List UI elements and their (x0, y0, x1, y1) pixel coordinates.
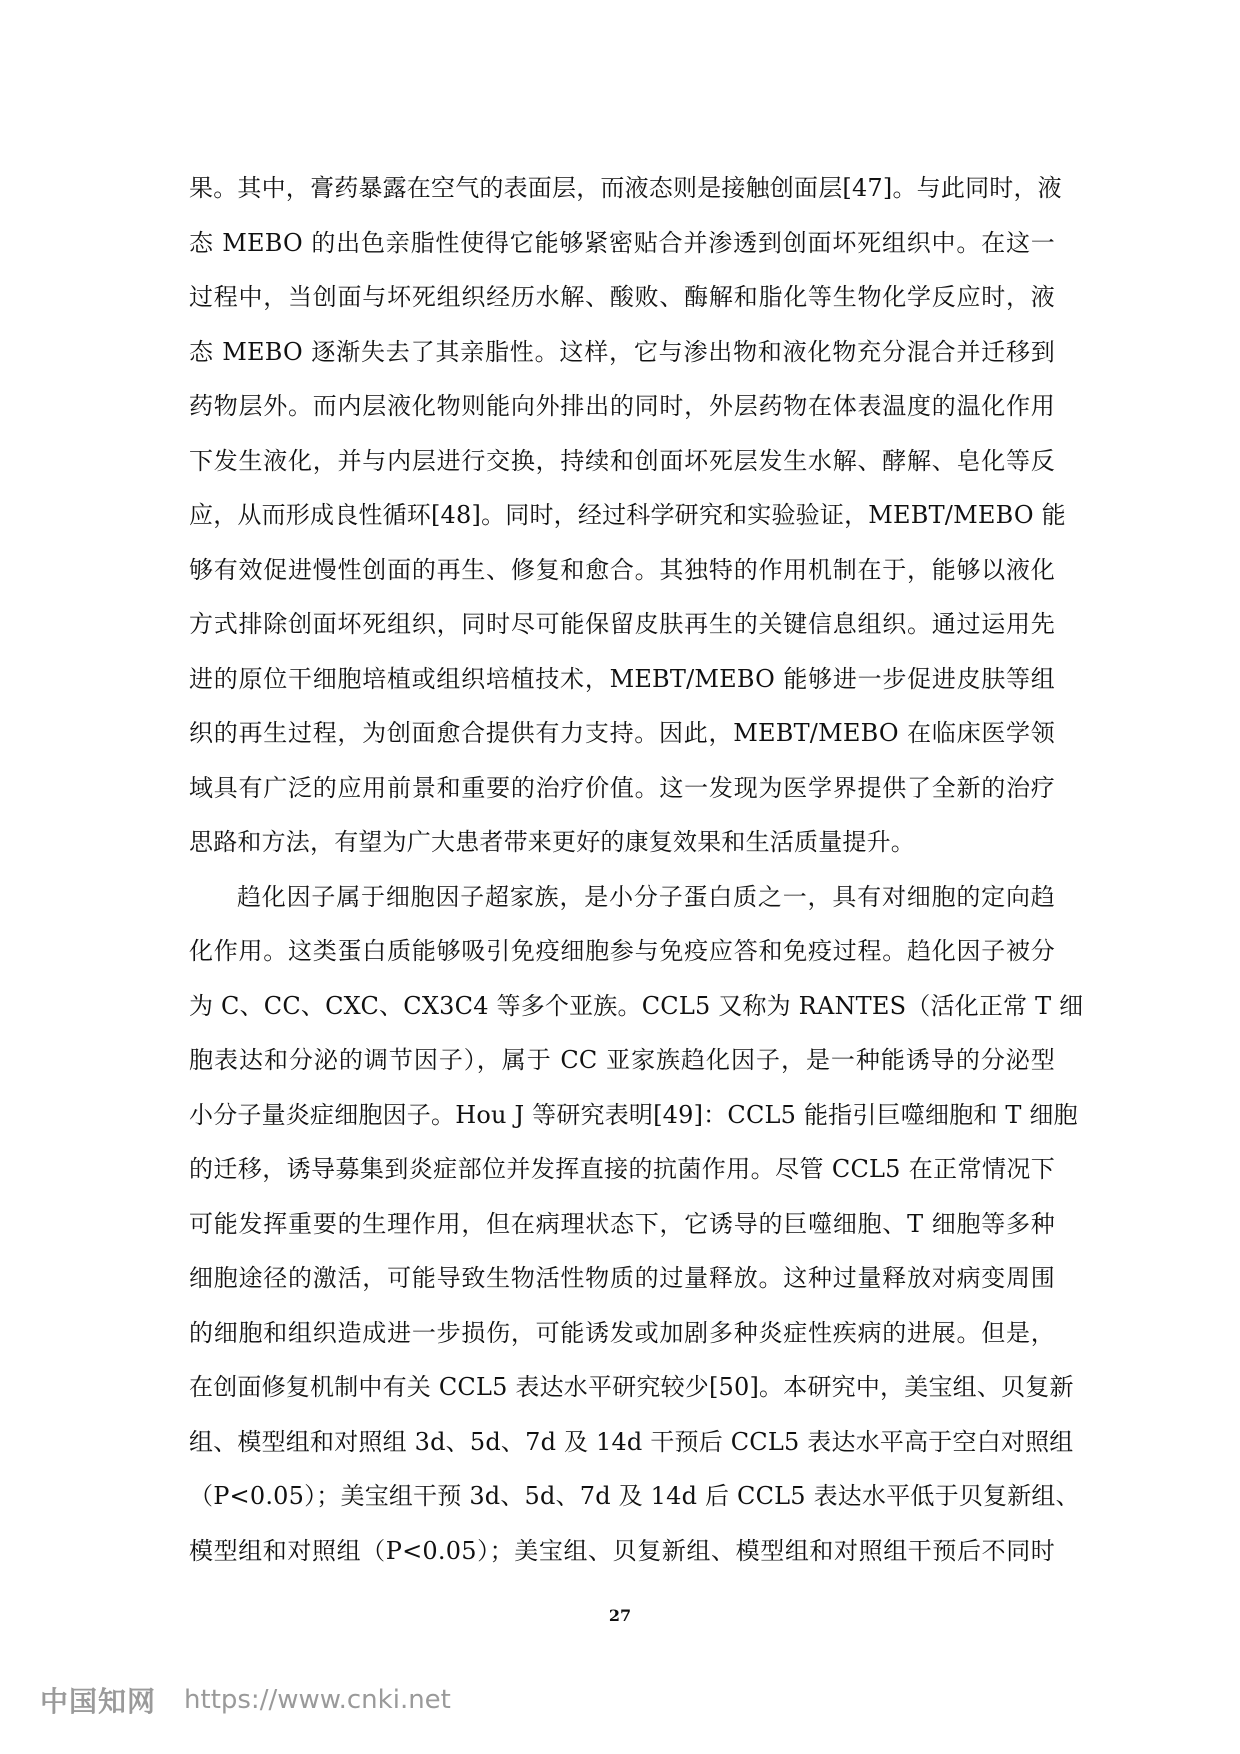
text-line: 域具有广泛的应用前景和重要的治疗价值。这一发现为医学界提供了全新的治疗 (189, 773, 1055, 802)
text-line: 药物层外。而内层液化物则能向外排出的同时，外层药物在体表温度的温化作用 (189, 392, 1055, 420)
text-line: 态 MEBO 的出色亲脂性使得它能够紧密贴合并渗透到创面坏死组织中。在这一 (189, 228, 1055, 257)
text-line: 在创面修复机制中有关 CCL5 表达水平研究较少[50]。本研究中，美宝组、贝复新 (189, 1373, 1074, 1401)
cnki-watermark (40, 1680, 451, 1720)
text-line: 过程中，当创面与坏死组织经历水解、酸败、酶解和脂化等生物化学反应时，液 (189, 283, 1055, 311)
text-line: 方式排除创面坏死组织，同时尽可能保留皮肤再生的关键信息组织。通过运用先 (189, 610, 1055, 638)
page-number: 27 (608, 1606, 632, 1625)
text-line: 应，从而形成良性循环[48]。同时，经过科学研究和实验验证，MEBT/MEBO 能 (189, 501, 1066, 529)
text-line: （P<0.05）；美宝组干预 3d、5d、7d 及 14d 后 CCL5 表达水平低于贝复新组、 (189, 1482, 1080, 1510)
text-line: 化作用。这类蛋白质能够吸引免疫细胞参与免疫应答和免疫过程。趋化因子被分 (189, 937, 1055, 965)
text-line: 的迁移，诱导募集到炎症部位并发挥直接的抗菌作用。尽管 CCL5 在正常情况下 (189, 1155, 1055, 1183)
text-line: 胞表达和分泌的调节因子），属于 CC 亚家族趋化因子，是一种能诱导的分泌型 (189, 1046, 1055, 1074)
text-line: 下发生液化，并与内层进行交换，持续和创面坏死层发生水解、酵解、皂化等反 (189, 446, 1055, 475)
text-line: 织的再生过程，为创面愈合提供有力支持。因此，MEBT/MEBO 在临床医学领 (189, 719, 1055, 747)
text-line: 思路和方法，有望为广大患者带来更好的康复效果和生活质量提升。 (189, 828, 915, 856)
text-line: 小分子量炎症细胞因子。Hou J 等研究表明[49]：CCL5 能指引巨噬细胞和 T 细胞 (189, 1100, 1078, 1129)
text-line: 为 C、CC、CXC、CX3C4 等多个亚族。CCL5 又称为 RANTES（活化正常 T 细 (189, 991, 1084, 1020)
text-line: 模型组和对照组（P<0.05）；美宝组、贝复新组、模型组和对照组干预后不同时 (189, 1536, 1055, 1565)
cnki-logo: 中国知网 (40, 1685, 157, 1718)
text-line: 够有效促进慢性创面的再生、修复和愈合。其独特的作用机制在于，能够以液化 (189, 555, 1055, 584)
text-line: 果。其中，膏药暴露在空气的表面层，而液态则是接触创面层[47]。与此同时，液 (189, 174, 1062, 202)
text-line: 可能发挥重要的生理作用，但在病理状态下，它诱导的巨噬细胞、T 细胞等多种 (189, 1209, 1055, 1238)
cnki-url: https://www.cnki.net (184, 1685, 451, 1715)
text-line: 态 MEBO 逐渐失去了其亲脂性。这样，它与渗出物和液化物充分混合并迁移到 (189, 337, 1055, 366)
text-line: 的细胞和组织造成进一步损伤，可能诱发或加剧多种炎症性疾病的进展。但是， (189, 1318, 1055, 1347)
text-line: 细胞途径的激活，可能导致生物活性物质的过量释放。这种过量释放对病变周围 (189, 1264, 1055, 1292)
text-line: 趋化因子属于细胞因子超家族，是小分子蛋白质之一，具有对细胞的定向趋 (237, 882, 1055, 911)
text-line: 组、模型组和对照组 3d、5d、7d 及 14d 干预后 CCL5 表达水平高于空白对照组 (189, 1427, 1074, 1456)
body-text (189, 161, 1084, 1578)
text-line: 进的原位干细胞培植或组织培植技术，MEBT/MEBO 能够进一步促进皮肤等组 (189, 664, 1055, 693)
